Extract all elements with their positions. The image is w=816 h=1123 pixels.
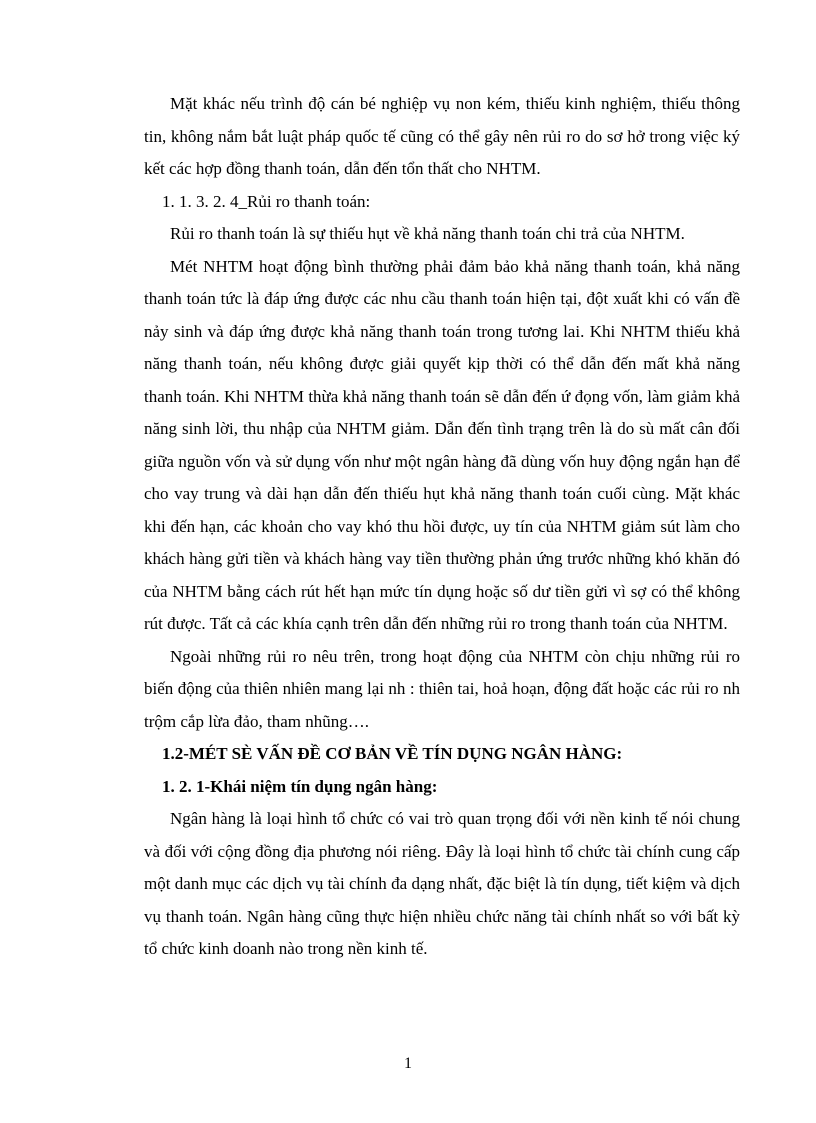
heading-payment-risk: 1. 1. 3. 2. 4_Rủi ro thanh toán: [162,191,371,211]
paragraph-operational-risk: Mặt khác nếu trình độ cán bé nghiệp vụ non kém, thiếu kinh nghiệm, thiếu thông tin, không nắm bắt luật pháp quốc tế cũng có thể gây nên rủi ro do sơ hở trong việc ký kết các hợp đồng thanh toán, dẫn đến tổn thất cho NHTM. [144,94,740,178]
paragraph-other-risks: Ngoài những rủi ro nêu trên, trong hoạt động của NHTM còn chịu những rủi ro biến động của thiên nhiên mang lại nh : thiên tai, hoả hoạn, động đất hoặc các rủi ro nh trộm cắp lừa đảo, tham nhũng…. [144,646,740,731]
paragraph-payment-risk-detail: Mét NHTM hoạt động bình thường phải đảm bảo khả năng thanh toán, khả năng thanh toán tức là đáp ứng được các nhu cầu thanh toán hiện tại, đột xuất khi có vấn đề nảy sinh và đáp ứng được khả năng thanh toán trong tương lai. Khi NHTM thiếu khả năng thanh toán, nếu không được giải quyết kịp thời có thể dẫn đến mất khả năng thanh toán. Khi NHTM thừa khả năng thanh toán sẽ dẫn đến ứ đọng vốn, làm giảm khả năng sinh lời, thu nhập của NHTM giảm. Dẫn đến tình trạng trên là do sù mất cân đối giữa nguồn vốn và sử dụng vốn như một ngân hàng đã dùng vốn huy động ngắn hạn để cho vay trung và dài hạn dẫn đến thiếu hụt khả năng thanh toán cuối cùng. Mặt khác khi đến hạn, các khoản cho vay khó thu hồi được, uy tín của NHTM giảm sút làm cho khách hàng gửi tiền và khách hàng vay tiền thường phản ứng trước những khó khăn đó của NHTM bằng cách rút hết hạn mức tín dụng hoặc số dư tiền gửi vì sợ có thể không rút được. Tất cả các khía cạnh trên dẫn đến những rủi ro trong thanh toán của NHTM. [144,256,740,633]
document-page [144,88,740,966]
heading-bank-credit-section: 1.2-MÉT SÈ VẤN ĐỀ CƠ BẢN VỀ TÍN DỤNG NGÂN HÀNG: [162,744,623,763]
paragraph-payment-risk-definition: Rủi ro thanh toán là sự thiếu hụt về khả năng thanh toán chi trả của NHTM. [170,224,685,243]
paragraph-bank-definition: Ngân hàng là loại hình tổ chức có vai trò quan trọng đối với nền kinh tế nói chung và đối với cộng đồng địa phương nói riêng. Đây là loại hình tổ chức tài chính cung cấp một danh mục các dịch vụ tài chính đa dạng nhất, đặc biệt là tín dụng, tiết kiệm và dịch vụ thanh toán. Ngân hàng cũng thực hiện nhiều chức năng tài chính nhất so với bất kỳ tổ chức kinh doanh nào trong nền kinh tế. [144,809,740,958]
heading-bank-credit-concept: 1. 2. 1-Khái niệm tín dụng ngân hàng: [162,776,438,796]
page-number: 1 [404,1055,412,1072]
